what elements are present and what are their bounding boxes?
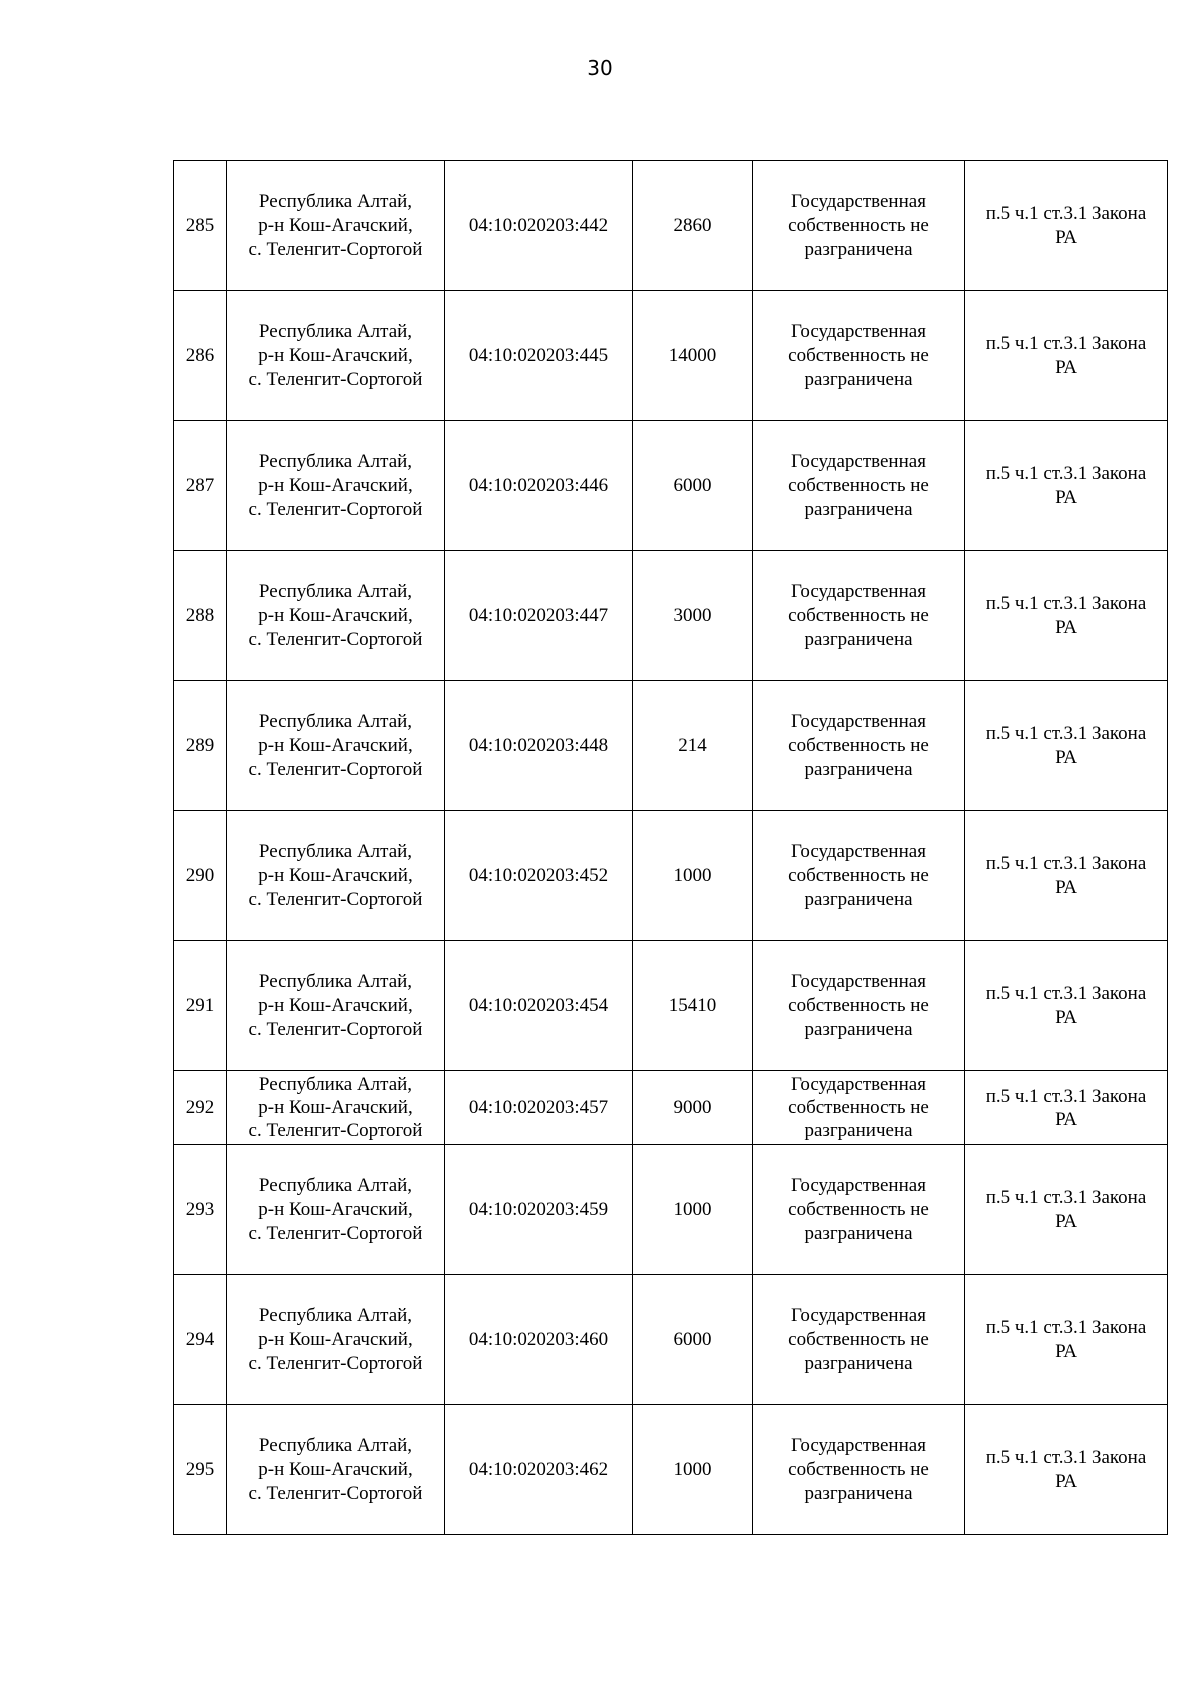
legal-basis-cell-line: п.5 ч.1 ст.3.1 Закона bbox=[985, 852, 1147, 874]
legal-basis-cell-line: РА bbox=[1055, 356, 1077, 378]
legal-basis-cell-line: РА bbox=[1055, 1210, 1077, 1232]
table-body bbox=[174, 161, 1168, 1535]
ownership-cell bbox=[753, 1145, 965, 1275]
ownership-cell bbox=[753, 941, 965, 1071]
address-cell-line: р-н Кош-Агачский, bbox=[258, 344, 413, 366]
legal-basis-cell-line: РА bbox=[1055, 1108, 1077, 1130]
area-cell: 3000 bbox=[633, 551, 753, 681]
table-row bbox=[174, 1071, 1168, 1145]
ownership-cell-line: разграничена bbox=[804, 238, 913, 260]
ownership-cell-line: разграничена bbox=[804, 1120, 913, 1141]
ownership-cell bbox=[753, 291, 965, 421]
area-cell: 1000 bbox=[633, 1405, 753, 1535]
address-cell-line: Республика Алтай, bbox=[258, 1174, 413, 1196]
address-cell-line: с. Теленгит-Сортогой bbox=[248, 1018, 423, 1040]
ownership-cell-line: разграничена bbox=[804, 1482, 913, 1504]
address-cell-line: Республика Алтай, bbox=[258, 580, 413, 602]
legal-basis-cell bbox=[965, 1405, 1168, 1535]
row-number-cell: 295 bbox=[174, 1405, 227, 1535]
cadastral-number-cell: 04:10:020203:462 bbox=[445, 1405, 633, 1535]
address-cell bbox=[227, 1071, 445, 1145]
cadastral-number-cell: 04:10:020203:448 bbox=[445, 681, 633, 811]
address-cell-line: с. Теленгит-Сортогой bbox=[248, 238, 423, 260]
cadastral-number-cell: 04:10:020203:446 bbox=[445, 421, 633, 551]
table-row bbox=[174, 1275, 1168, 1405]
ownership-cell bbox=[753, 1405, 965, 1535]
legal-basis-cell-line: п.5 ч.1 ст.3.1 Закона bbox=[985, 722, 1147, 744]
address-cell bbox=[227, 291, 445, 421]
ownership-cell bbox=[753, 811, 965, 941]
legal-basis-cell-line: РА bbox=[1055, 1006, 1077, 1028]
cadastral-number-cell: 04:10:020203:447 bbox=[445, 551, 633, 681]
legal-basis-cell bbox=[965, 551, 1168, 681]
ownership-cell-line: Государственная bbox=[791, 710, 926, 732]
ownership-cell-line: собственность не bbox=[788, 344, 929, 366]
legal-basis-cell-line: п.5 ч.1 ст.3.1 Закона bbox=[985, 1186, 1147, 1208]
area-cell: 14000 bbox=[633, 291, 753, 421]
legal-basis-cell-line: РА bbox=[1055, 746, 1077, 768]
row-number-cell: 289 bbox=[174, 681, 227, 811]
ownership-cell-line: разграничена bbox=[804, 1222, 913, 1244]
cadastral-number-cell: 04:10:020203:452 bbox=[445, 811, 633, 941]
area-cell: 6000 bbox=[633, 1275, 753, 1405]
ownership-cell-line: Государственная bbox=[791, 1434, 926, 1456]
table-row bbox=[174, 1145, 1168, 1275]
area-cell: 2860 bbox=[633, 161, 753, 291]
address-cell-line: Республика Алтай, bbox=[258, 190, 413, 212]
ownership-cell-line: разграничена bbox=[804, 498, 913, 520]
address-cell-line: с. Теленгит-Сортогой bbox=[248, 628, 423, 650]
legal-basis-cell-line: п.5 ч.1 ст.3.1 Закона bbox=[985, 462, 1147, 484]
address-cell-line: с. Теленгит-Сортогой bbox=[248, 368, 423, 390]
table-row bbox=[174, 941, 1168, 1071]
address-cell-line: р-н Кош-Агачский, bbox=[258, 604, 413, 626]
row-number-cell: 288 bbox=[174, 551, 227, 681]
address-cell-line: р-н Кош-Агачский, bbox=[258, 734, 413, 756]
table-row bbox=[174, 551, 1168, 681]
address-cell-line: с. Теленгит-Сортогой bbox=[248, 1120, 423, 1141]
cadastral-number-cell: 04:10:020203:454 bbox=[445, 941, 633, 1071]
address-cell-line: Республика Алтай, bbox=[258, 1074, 413, 1095]
ownership-cell-line: собственность не bbox=[788, 604, 929, 626]
address-cell bbox=[227, 811, 445, 941]
legal-basis-cell-line: п.5 ч.1 ст.3.1 Закона bbox=[985, 332, 1147, 354]
ownership-cell bbox=[753, 551, 965, 681]
row-number-cell: 285 bbox=[174, 161, 227, 291]
address-cell-line: Республика Алтай, bbox=[258, 970, 413, 992]
ownership-cell-line: Государственная bbox=[791, 840, 926, 862]
address-cell bbox=[227, 551, 445, 681]
table-row bbox=[174, 291, 1168, 421]
address-cell-line: Республика Алтай, bbox=[258, 1434, 413, 1456]
area-cell: 1000 bbox=[633, 1145, 753, 1275]
legal-basis-cell bbox=[965, 681, 1168, 811]
row-number-cell: 294 bbox=[174, 1275, 227, 1405]
legal-basis-cell bbox=[965, 161, 1168, 291]
address-cell-line: с. Теленгит-Сортогой bbox=[248, 758, 423, 780]
address-cell-line: р-н Кош-Агачский, bbox=[258, 1097, 413, 1118]
ownership-cell-line: Государственная bbox=[791, 1074, 926, 1095]
ownership-cell-line: разграничена bbox=[804, 1018, 913, 1040]
legal-basis-cell bbox=[965, 811, 1168, 941]
ownership-cell-line: собственность не bbox=[788, 994, 929, 1016]
legal-basis-cell bbox=[965, 941, 1168, 1071]
ownership-cell bbox=[753, 1071, 965, 1145]
land-plots-table bbox=[173, 160, 1168, 1535]
address-cell-line: с. Теленгит-Сортогой bbox=[248, 1482, 423, 1504]
table-row bbox=[174, 681, 1168, 811]
cadastral-number-cell: 04:10:020203:457 bbox=[445, 1071, 633, 1145]
table-row bbox=[174, 1405, 1168, 1535]
ownership-cell-line: Государственная bbox=[791, 320, 926, 342]
address-cell bbox=[227, 421, 445, 551]
ownership-cell-line: собственность не bbox=[788, 864, 929, 886]
cadastral-number-cell: 04:10:020203:445 bbox=[445, 291, 633, 421]
page-number: 30 bbox=[587, 56, 613, 80]
ownership-cell-line: собственность не bbox=[788, 1097, 929, 1118]
ownership-cell-line: разграничена bbox=[804, 888, 913, 910]
ownership-cell-line: Государственная bbox=[791, 1304, 926, 1326]
legal-basis-cell-line: РА bbox=[1055, 486, 1077, 508]
ownership-cell-line: собственность не bbox=[788, 1328, 929, 1350]
cadastral-number-cell: 04:10:020203:460 bbox=[445, 1275, 633, 1405]
row-number-cell: 292 bbox=[174, 1071, 227, 1145]
ownership-cell-line: собственность не bbox=[788, 1458, 929, 1480]
address-cell-line: Республика Алтай, bbox=[258, 320, 413, 342]
ownership-cell-line: Государственная bbox=[791, 450, 926, 472]
ownership-cell-line: разграничена bbox=[804, 1352, 913, 1374]
ownership-cell-line: собственность не bbox=[788, 214, 929, 236]
ownership-cell bbox=[753, 161, 965, 291]
area-cell: 6000 bbox=[633, 421, 753, 551]
row-number-cell: 291 bbox=[174, 941, 227, 1071]
address-cell-line: р-н Кош-Агачский, bbox=[258, 1458, 413, 1480]
address-cell bbox=[227, 681, 445, 811]
ownership-cell-line: собственность не bbox=[788, 734, 929, 756]
table-row bbox=[174, 161, 1168, 291]
ownership-cell-line: собственность не bbox=[788, 1198, 929, 1220]
ownership-cell bbox=[753, 681, 965, 811]
address-cell bbox=[227, 161, 445, 291]
legal-basis-cell-line: п.5 ч.1 ст.3.1 Закона bbox=[985, 1316, 1147, 1338]
legal-basis-cell-line: РА bbox=[1055, 226, 1077, 248]
legal-basis-cell bbox=[965, 1275, 1168, 1405]
legal-basis-cell-line: РА bbox=[1055, 1340, 1077, 1362]
ownership-cell bbox=[753, 1275, 965, 1405]
address-cell bbox=[227, 1275, 445, 1405]
area-cell: 9000 bbox=[633, 1071, 753, 1145]
legal-basis-cell-line: п.5 ч.1 ст.3.1 Закона bbox=[985, 1085, 1147, 1107]
legal-basis-cell bbox=[965, 291, 1168, 421]
address-cell-line: р-н Кош-Агачский, bbox=[258, 994, 413, 1016]
legal-basis-cell-line: п.5 ч.1 ст.3.1 Закона bbox=[985, 202, 1147, 224]
row-number-cell: 293 bbox=[174, 1145, 227, 1275]
address-cell-line: Республика Алтай, bbox=[258, 450, 413, 472]
ownership-cell-line: Государственная bbox=[791, 580, 926, 602]
address-cell-line: с. Теленгит-Сортогой bbox=[248, 888, 423, 910]
legal-basis-cell-line: п.5 ч.1 ст.3.1 Закона bbox=[985, 982, 1147, 1004]
address-cell-line: р-н Кош-Агачский, bbox=[258, 1328, 413, 1350]
ownership-cell bbox=[753, 421, 965, 551]
legal-basis-cell-line: РА bbox=[1055, 1470, 1077, 1492]
address-cell-line: Республика Алтай, bbox=[258, 1304, 413, 1326]
legal-basis-cell bbox=[965, 1071, 1168, 1145]
address-cell-line: р-н Кош-Агачский, bbox=[258, 214, 413, 236]
address-cell-line: с. Теленгит-Сортогой bbox=[248, 498, 423, 520]
ownership-cell-line: разграничена bbox=[804, 758, 913, 780]
address-cell-line: р-н Кош-Агачский, bbox=[258, 1198, 413, 1220]
ownership-cell-line: Государственная bbox=[791, 1174, 926, 1196]
table-row bbox=[174, 421, 1168, 551]
address-cell bbox=[227, 941, 445, 1071]
address-cell-line: с. Теленгит-Сортогой bbox=[248, 1222, 423, 1244]
legal-basis-cell bbox=[965, 421, 1168, 551]
address-cell bbox=[227, 1145, 445, 1275]
address-cell bbox=[227, 1405, 445, 1535]
legal-basis-cell-line: РА bbox=[1055, 876, 1077, 898]
legal-basis-cell bbox=[965, 1145, 1168, 1275]
address-cell-line: р-н Кош-Агачский, bbox=[258, 474, 413, 496]
table-row bbox=[174, 811, 1168, 941]
cadastral-number-cell: 04:10:020203:442 bbox=[445, 161, 633, 291]
row-number-cell: 287 bbox=[174, 421, 227, 551]
row-number-cell: 290 bbox=[174, 811, 227, 941]
legal-basis-cell-line: п.5 ч.1 ст.3.1 Закона bbox=[985, 1446, 1147, 1468]
ownership-cell-line: Государственная bbox=[791, 970, 926, 992]
area-cell: 214 bbox=[633, 681, 753, 811]
ownership-cell-line: разграничена bbox=[804, 368, 913, 390]
ownership-cell-line: Государственная bbox=[791, 190, 926, 212]
address-cell-line: Республика Алтай, bbox=[258, 710, 413, 732]
area-cell: 15410 bbox=[633, 941, 753, 1071]
cadastral-number-cell: 04:10:020203:459 bbox=[445, 1145, 633, 1275]
ownership-cell-line: разграничена bbox=[804, 628, 913, 650]
area-cell: 1000 bbox=[633, 811, 753, 941]
legal-basis-cell-line: РА bbox=[1055, 616, 1077, 638]
address-cell-line: Республика Алтай, bbox=[258, 840, 413, 862]
legal-basis-cell-line: п.5 ч.1 ст.3.1 Закона bbox=[985, 592, 1147, 614]
address-cell-line: с. Теленгит-Сортогой bbox=[248, 1352, 423, 1374]
row-number-cell: 286 bbox=[174, 291, 227, 421]
address-cell-line: р-н Кош-Агачский, bbox=[258, 864, 413, 886]
ownership-cell-line: собственность не bbox=[788, 474, 929, 496]
